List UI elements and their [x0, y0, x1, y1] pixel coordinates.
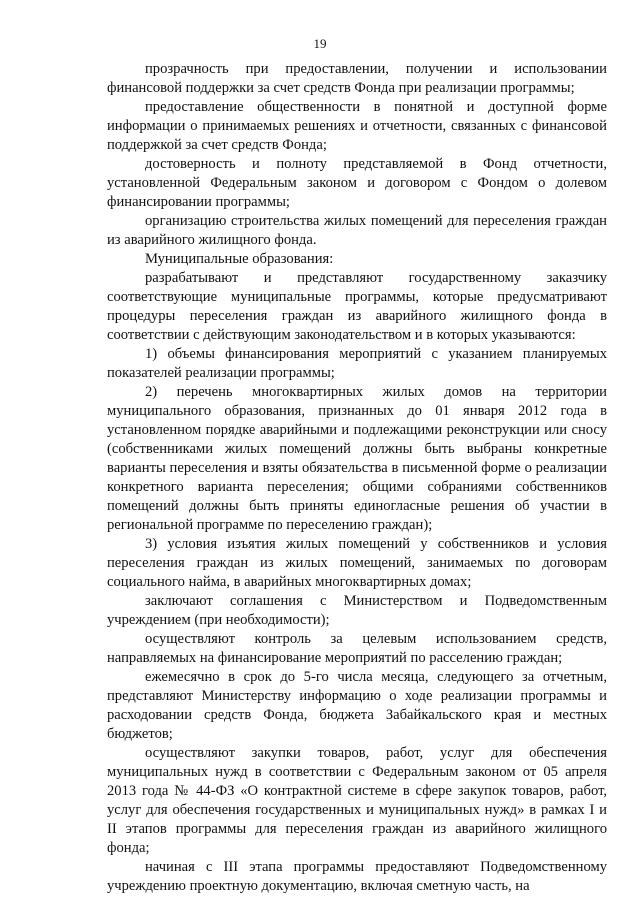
paragraph-monthly-report: ежемесячно в срок до 5-го числа месяца, следующего за отчетным, представляют Министерству информацию о ходе реализации программы и расходовании средств Фонда, бюджета Забайкальского края и местных бюджетов; — [107, 669, 607, 742]
paragraph-agreements: заключают соглашения с Министерством и Подведомственным учреждением (при необходимости); — [107, 593, 607, 628]
paragraph-reporting-reliability: достоверность и полноту представляемой в Фонд отчетности, установленной Федеральным законом и договором с Фондом о долевом финансировании программы; — [107, 156, 607, 210]
paragraph-public-information: предоставление общественности в понятной и доступной форме информации о принимаемых решениях и отчетности, связанных с финансовой поддержкой за счет средств Фонда; — [107, 99, 607, 153]
page-number: 19 — [313, 36, 327, 51]
paragraph-control: осуществляют контроль за целевым использованием средств, направляемых на финансирование мероприятий по расселению граждан; — [107, 631, 607, 666]
paragraph-item-3: 3) условия изъятия жилых помещений у собственников и условия переселения граждан из жилых помещений, занимаемых по договорам социального найма, в аварийных многоквартирных домах; — [107, 536, 607, 590]
paragraph-transparency: прозрачность при предоставлении, получении и использовании финансовой поддержки за счет средств Фонда при реализации программы; — [107, 61, 607, 96]
paragraph-item-1: 1) объемы финансирования мероприятий с указанием планируемых показателей реализации программы; — [107, 346, 607, 381]
paragraph-housing-construction: организацию строительства жилых помещений для переселения граждан из аварийного жилищного фонда. — [107, 213, 607, 248]
paragraph-stage-three: начиная с III этапа программы предоставляют Подведомственному учреждению проектную документацию, включая сметную часть, на — [107, 859, 607, 894]
paragraph-item-2: 2) перечень многоквартирных жилых домов на территории муниципального образования, признанных до 01 января 2012 года в установленном порядке аварийными и подлежащими реконструкции или сносу (собственниками жилых помещений должны быть выбраны конкретные варианты переселения и взяты обязательства в письменной форме о реализации конкретного варианта переселения; общими собраниями собственников помещений должны быть приняты единогласные решения об участии в региональной программе по переселению граждан); — [107, 384, 607, 533]
paragraph-municipalities-heading: Муниципальные образования: — [145, 251, 334, 267]
document-body — [107, 60, 607, 896]
paragraph-develop-programs: разрабатывают и представляют государственному заказчику соответствующие муниципальные программы, которые предусматривают процедуры переселения граждан из аварийного жилищного фонда в соответствии с действующим законодательством и в которых указываются: — [107, 270, 607, 343]
paragraph-procurement: осуществляют закупки товаров, работ, услуг для обеспечения муниципальных нужд в соответствии с Федеральным законом от 05 апреля 2013 года № 44-ФЗ «О контрактной системе в сфере закупок товаров, работ, услуг для обеспечения государственных и муниципальных нужд» в рамках I и II этапов программы для переселения граждан из аварийного жилищного фонда; — [107, 745, 607, 856]
